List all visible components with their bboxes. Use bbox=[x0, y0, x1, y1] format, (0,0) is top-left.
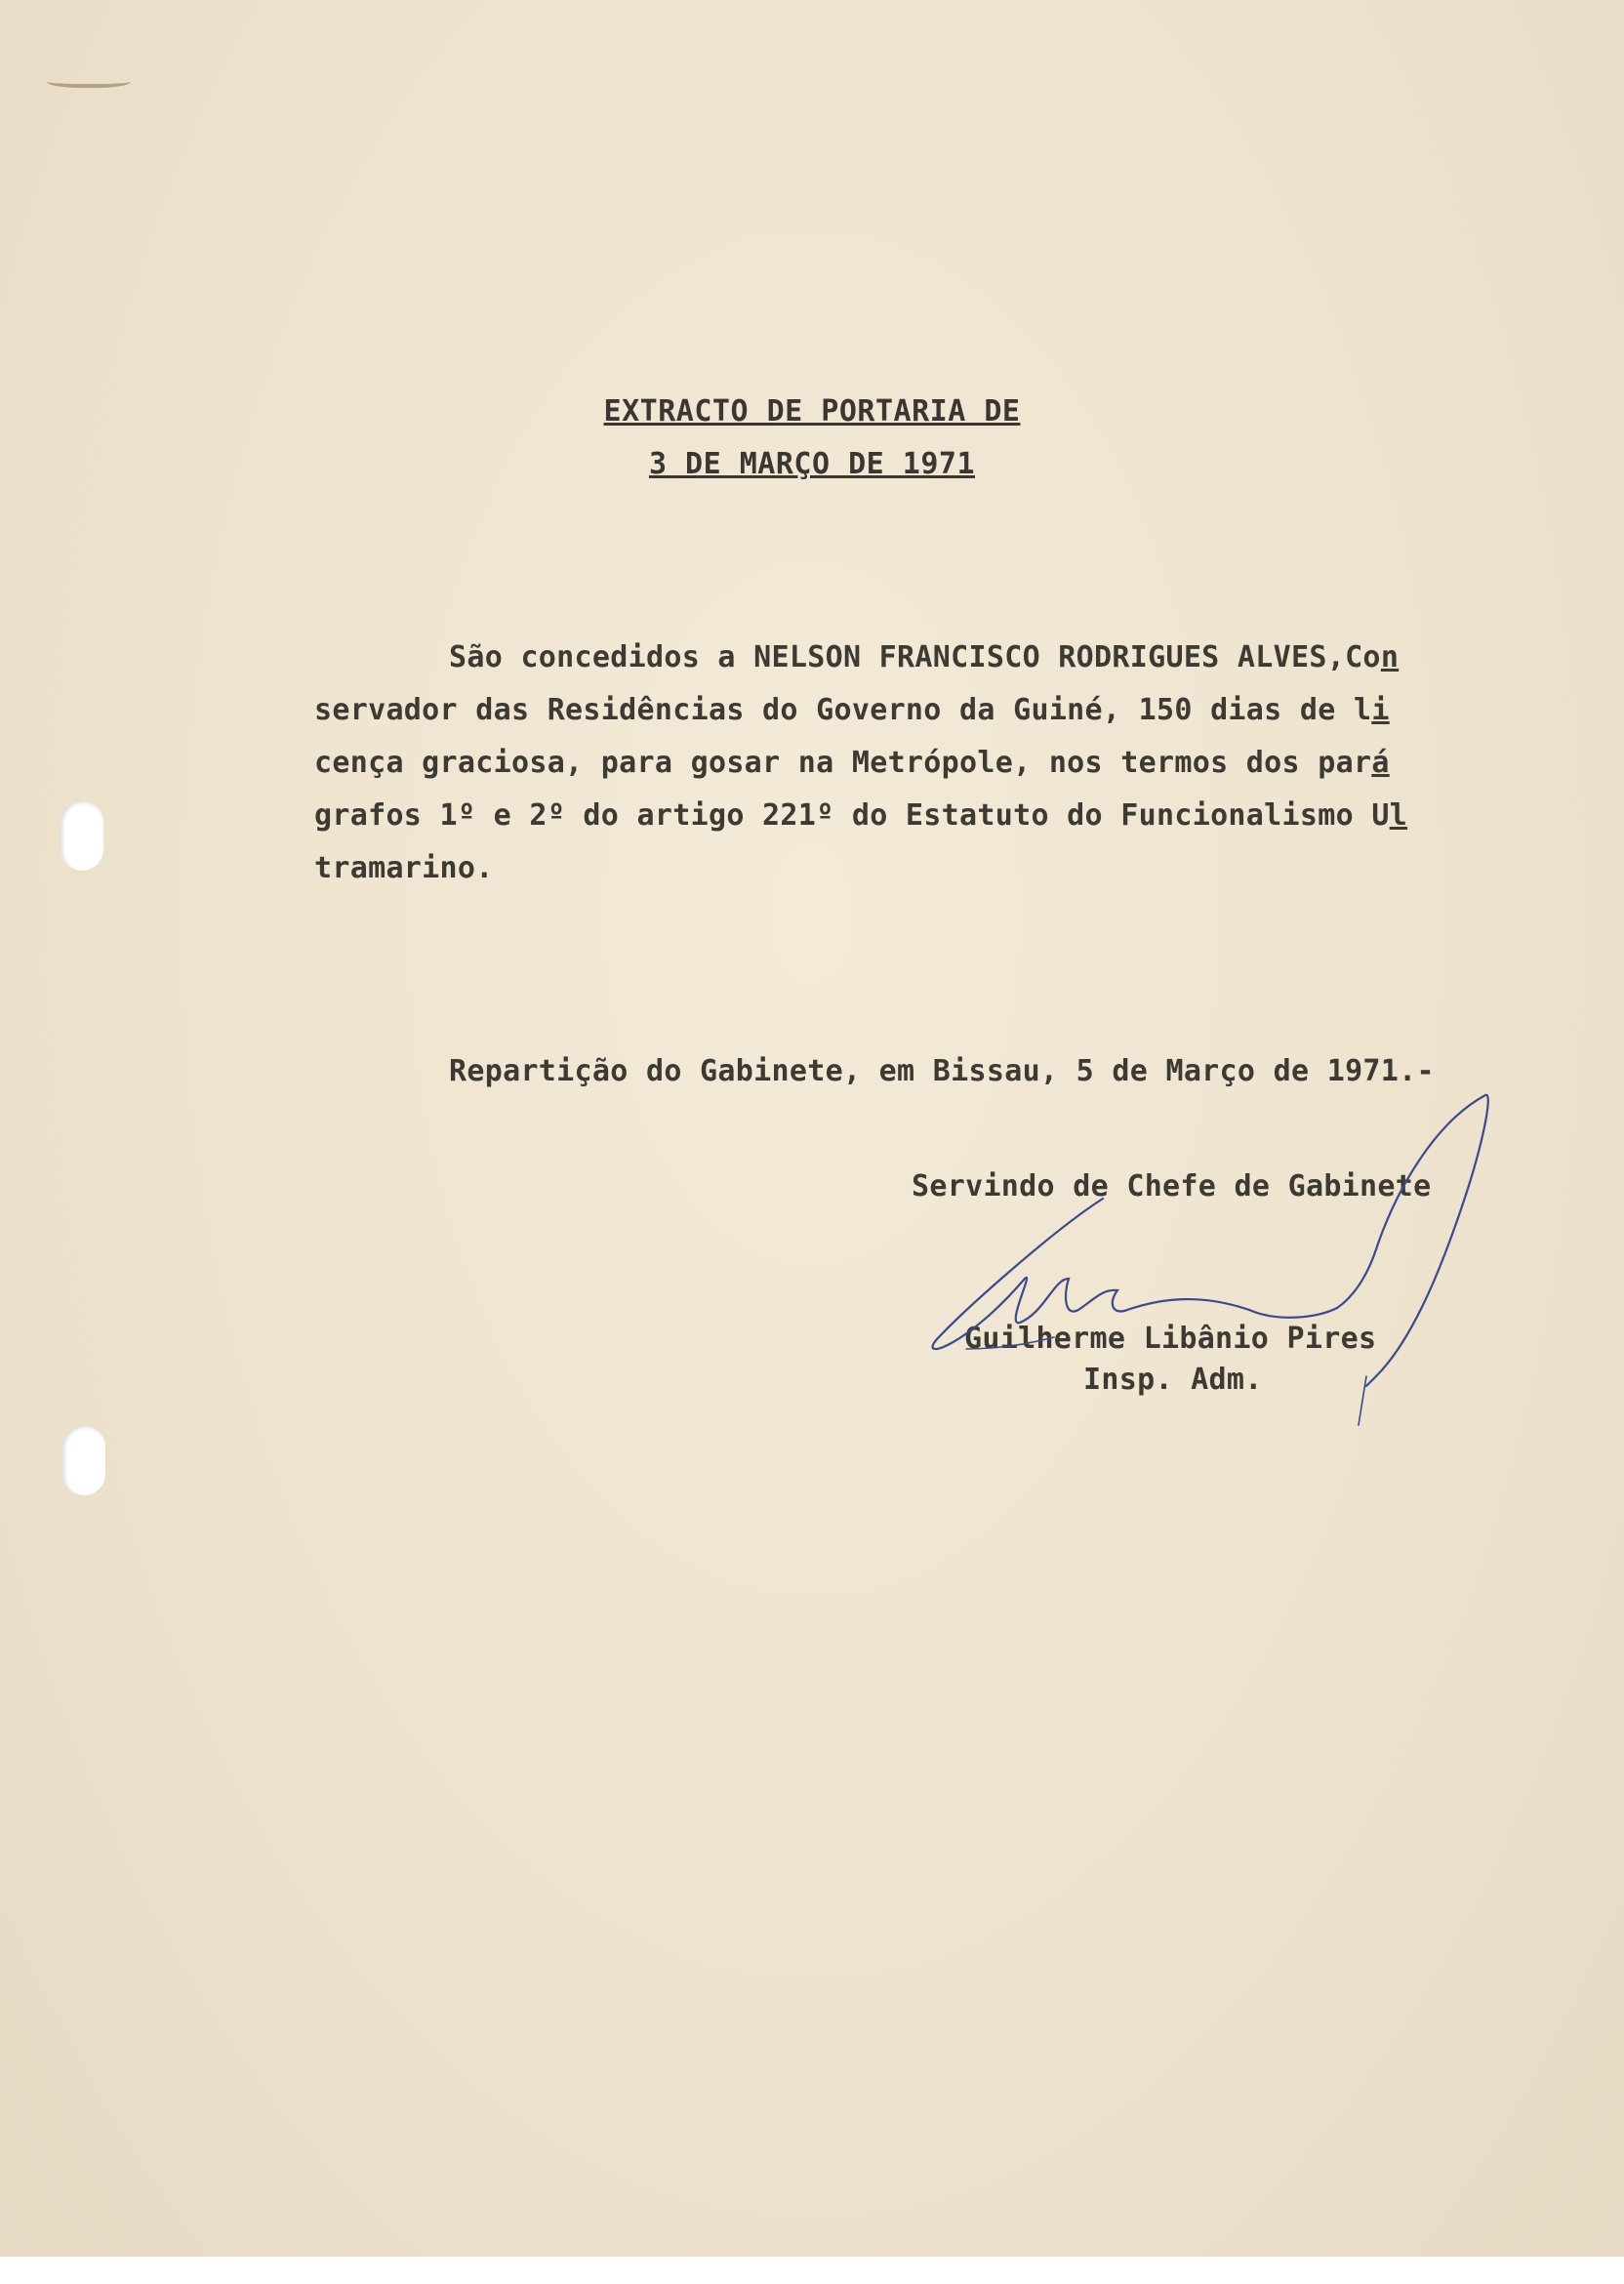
corner-stain bbox=[47, 72, 131, 88]
place-date: Repartição do Gabinete, em Bissau, 5 de Março de 1971.- bbox=[449, 1054, 1435, 1088]
punch-hole-bottom bbox=[62, 1425, 105, 1495]
body-line-5: tramarino. bbox=[314, 851, 494, 885]
body-line-1-hyphen-char: n bbox=[1380, 640, 1400, 674]
title-line-2: 3 DE MARÇO DE 1971 bbox=[648, 447, 976, 481]
body-line-1-text: São concedidos a NELSON FRANCISCO RODRIGUES ALVES,Co bbox=[449, 640, 1381, 674]
body-line-3-text: cença graciosa, para gosar na Metrópole, nos termos dos par bbox=[314, 746, 1372, 780]
body-line-3 bbox=[314, 746, 1390, 780]
signatory-name: Guilherme Libânio Pires bbox=[964, 1322, 1377, 1356]
body-line-4-text: grafos 1º e 2º do artigo 221º do Estatuto do Funcionalismo U bbox=[314, 798, 1390, 833]
title-line-1: EXTRACTO DE PORTARIA DE bbox=[603, 394, 1021, 428]
signatory-title: Insp. Adm. bbox=[1083, 1363, 1263, 1397]
scan-bottom-edge bbox=[0, 2257, 1624, 2284]
body-line-2 bbox=[314, 693, 1390, 727]
body-line-2-text: servador das Residências do Governo da Guiné, 150 dias de l bbox=[314, 693, 1372, 727]
body-line-1 bbox=[449, 640, 1399, 674]
body-line-4-hyphen-char: l bbox=[1389, 798, 1408, 833]
punch-hole-top bbox=[61, 800, 103, 871]
signatory-role: Servindo de Chefe de Gabinete bbox=[912, 1169, 1432, 1203]
body-line-3-hyphen-char: á bbox=[1371, 746, 1390, 780]
body-line-2-hyphen-char: i bbox=[1371, 693, 1390, 727]
body-line-4 bbox=[314, 798, 1407, 833]
